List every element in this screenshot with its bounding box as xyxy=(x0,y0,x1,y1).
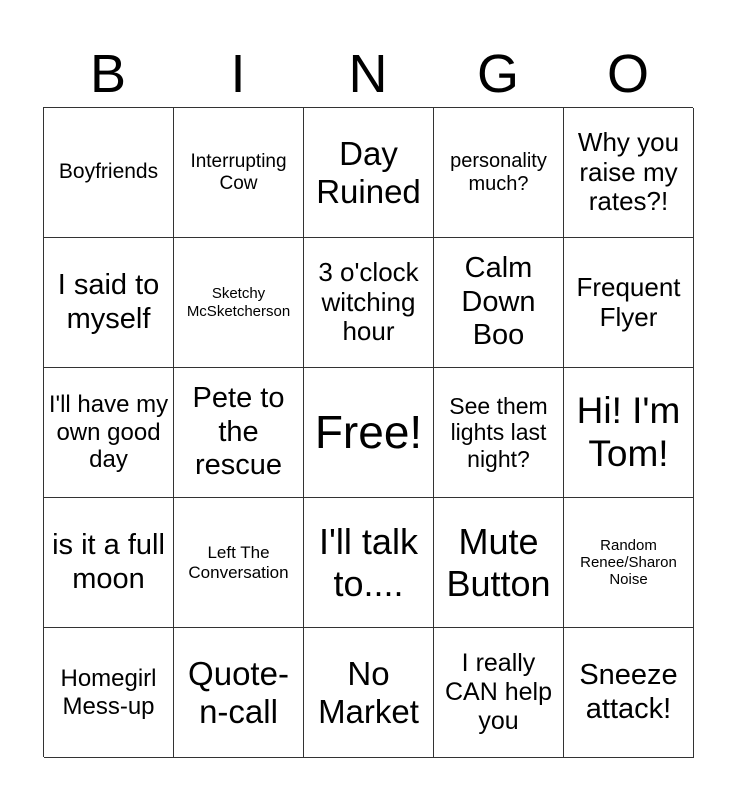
cell-text: Frequent Flyer xyxy=(576,271,681,332)
bingo-cell[interactable] xyxy=(434,628,564,758)
cell-text: Pete to the rescue xyxy=(192,382,285,482)
bingo-cell[interactable] xyxy=(434,498,564,628)
cell-text: Homegirl Mess-up xyxy=(60,664,157,720)
cell-text: Hi! I'm Tom! xyxy=(576,389,681,474)
bingo-cell[interactable] xyxy=(44,368,174,498)
bingo-cell-free[interactable] xyxy=(304,368,434,498)
cell-text: I said to myself xyxy=(57,269,160,335)
bingo-cell[interactable] xyxy=(44,238,174,368)
bingo-cell[interactable] xyxy=(44,498,174,628)
cell-text: I'll have my own good day xyxy=(48,391,169,474)
header-letter-g: G xyxy=(476,44,519,104)
bingo-card xyxy=(43,107,693,757)
bingo-cell[interactable] xyxy=(564,628,694,758)
cell-text: Left The Conversation xyxy=(188,542,289,582)
bingo-cell[interactable] xyxy=(174,238,304,368)
bingo-cell[interactable] xyxy=(304,238,434,368)
cell-text: I'll talk to.... xyxy=(319,521,418,604)
cell-text: No Market xyxy=(318,654,419,730)
header-letter-n: N xyxy=(348,44,388,104)
cell-text: Interrupting Cow xyxy=(190,150,287,194)
bingo-cell[interactable] xyxy=(44,108,174,238)
header-letter-b: B xyxy=(89,44,127,104)
bingo-cell[interactable] xyxy=(434,368,564,498)
bingo-cell[interactable] xyxy=(174,108,304,238)
header-letter-o: O xyxy=(606,44,649,104)
cell-text: 3 o'clock witching hour xyxy=(318,256,419,347)
bingo-cell[interactable] xyxy=(304,628,434,758)
cell-text: Why you raise my rates?! xyxy=(577,126,680,217)
cell-text: Free! xyxy=(314,406,423,459)
cell-text: Sneeze attack! xyxy=(579,659,678,725)
cell-text: Quote-n-call xyxy=(188,654,289,730)
bingo-cell[interactable] xyxy=(44,628,174,758)
cell-text: Boyfriends xyxy=(58,160,159,184)
bingo-cell[interactable] xyxy=(304,498,434,628)
cell-text: Calm Down Boo xyxy=(461,252,536,352)
bingo-cell[interactable] xyxy=(564,368,694,498)
bingo-cell[interactable] xyxy=(564,498,694,628)
bingo-cell[interactable] xyxy=(174,628,304,758)
cell-text: Random Renee/Sharon Noise xyxy=(580,536,677,589)
cell-text: Sketchy McSketcherson xyxy=(186,285,291,320)
header-letter-i: I xyxy=(230,44,246,104)
bingo-cell[interactable] xyxy=(564,108,694,238)
cell-text: I really CAN help you xyxy=(445,649,552,735)
cell-text: is it a full moon xyxy=(52,529,165,595)
bingo-cell[interactable] xyxy=(174,368,304,498)
bingo-cell[interactable] xyxy=(434,108,564,238)
bingo-cell[interactable] xyxy=(434,238,564,368)
bingo-cell[interactable] xyxy=(304,108,434,238)
bingo-cell[interactable] xyxy=(174,498,304,628)
cell-text: Mute Button xyxy=(446,521,551,604)
cell-text: Day Ruined xyxy=(316,134,421,210)
cell-text: See them lights last night? xyxy=(449,392,548,472)
bingo-header xyxy=(43,42,693,106)
bingo-cell[interactable] xyxy=(564,238,694,368)
cell-text: personality much? xyxy=(450,149,547,195)
